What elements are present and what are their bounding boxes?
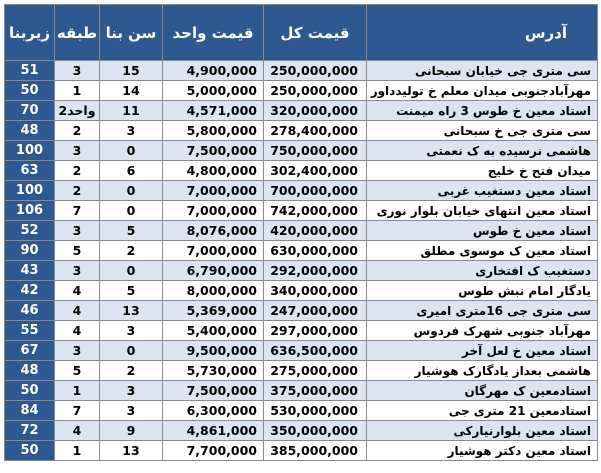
cell-unit-price: 4,861,000 bbox=[163, 421, 264, 441]
header-age: سن بنا bbox=[100, 5, 163, 61]
cell-total-price: 247,000,000 bbox=[264, 301, 367, 321]
cell-age: 13 bbox=[100, 301, 163, 321]
cell-total-price: 350,000,000 bbox=[264, 421, 367, 441]
header-address: آدرس bbox=[367, 5, 598, 61]
cell-total-price: 250,000,000 bbox=[264, 61, 367, 81]
header-total-price: قیمت کل bbox=[264, 5, 367, 61]
table-row bbox=[5, 381, 598, 401]
cell-area: 46 bbox=[5, 301, 55, 321]
cell-age: 0 bbox=[100, 201, 163, 221]
table-row bbox=[5, 201, 598, 221]
cell-address: سی متری جی خ سبحانی bbox=[367, 121, 598, 141]
cell-age: 11 bbox=[100, 101, 163, 121]
cell-address: استاد معین خ طوس 3 راه میمنت bbox=[367, 101, 598, 121]
cell-age: 2 bbox=[100, 361, 163, 381]
cell-area: 67 bbox=[5, 341, 55, 361]
cell-floor: 4 bbox=[55, 281, 100, 301]
listing-container bbox=[4, 4, 597, 469]
cell-unit-price: 7,500,000 bbox=[163, 381, 264, 401]
cell-floor: 4 bbox=[55, 321, 100, 341]
cell-area: 50 bbox=[5, 381, 55, 401]
cell-floor: 3 bbox=[55, 61, 100, 81]
cell-address: سی متری جی خیابان سبحانی bbox=[367, 61, 598, 81]
table-row bbox=[5, 441, 598, 461]
cell-address: مهرآبادجنوبی میدان معلم خ تولیدداور bbox=[367, 81, 598, 101]
cell-floor: 4 bbox=[55, 421, 100, 441]
cell-total-price: 530,000,000 bbox=[264, 401, 367, 421]
cell-age: 3 bbox=[100, 401, 163, 421]
cell-total-price: 320,000,000 bbox=[264, 101, 367, 121]
cell-floor: 2 bbox=[55, 161, 100, 181]
cell-unit-price: 4,900,000 bbox=[163, 61, 264, 81]
cell-address: استاد معین دکتر هوشیار bbox=[367, 441, 598, 461]
cell-floor: 5 bbox=[55, 361, 100, 381]
cell-total-price: 292,000,000 bbox=[264, 261, 367, 281]
cell-floor: 3 bbox=[55, 261, 100, 281]
cell-address: هاشمی نرسیده به ک نعمتی bbox=[367, 141, 598, 161]
cell-area: 48 bbox=[5, 121, 55, 141]
cell-unit-price: 6,300,000 bbox=[163, 401, 264, 421]
cell-address: یادگار امام نبش طوس bbox=[367, 281, 598, 301]
cell-age: 13 bbox=[100, 441, 163, 461]
cell-age: 15 bbox=[100, 61, 163, 81]
cell-unit-price: 5,000,000 bbox=[163, 81, 264, 101]
cell-unit-price: 5,800,000 bbox=[163, 121, 264, 141]
property-listing-table bbox=[4, 4, 598, 461]
cell-age: 0 bbox=[100, 141, 163, 161]
cell-floor: 1 bbox=[55, 81, 100, 101]
table-row bbox=[5, 401, 598, 421]
cell-floor: 1 bbox=[55, 381, 100, 401]
cell-age: 0 bbox=[100, 341, 163, 361]
cell-age: 14 bbox=[100, 81, 163, 101]
cell-area: 50 bbox=[5, 81, 55, 101]
listing-body bbox=[5, 61, 598, 461]
cell-area: 70 bbox=[5, 101, 55, 121]
cell-address: سی متری جی 16متری امیری bbox=[367, 301, 598, 321]
cell-area: 90 bbox=[5, 241, 55, 261]
cell-total-price: 420,000,000 bbox=[264, 221, 367, 241]
cell-address: دستغیب ک افتخاری bbox=[367, 261, 598, 281]
cell-total-price: 340,000,000 bbox=[264, 281, 367, 301]
cell-age: 0 bbox=[100, 181, 163, 201]
cell-address: استاد معین خ طوس bbox=[367, 221, 598, 241]
table-row bbox=[5, 341, 598, 361]
cell-floor: 2واحد bbox=[55, 101, 100, 121]
header-unit-price: قیمت واحد bbox=[163, 5, 264, 61]
cell-total-price: 385,000,000 bbox=[264, 441, 367, 461]
cell-area: 106 bbox=[5, 201, 55, 221]
cell-floor: 7 bbox=[55, 401, 100, 421]
cell-unit-price: 7,000,000 bbox=[163, 181, 264, 201]
cell-floor: 2 bbox=[55, 181, 100, 201]
cell-floor: 3 bbox=[55, 341, 100, 361]
cell-address: مهرآباد جنوبی شهرک فردوس bbox=[367, 321, 598, 341]
table-row bbox=[5, 101, 598, 121]
cell-total-price: 278,400,000 bbox=[264, 121, 367, 141]
cell-unit-price: 9,500,000 bbox=[163, 341, 264, 361]
cell-area: 72 bbox=[5, 421, 55, 441]
cell-floor: 1 bbox=[55, 441, 100, 461]
table-row bbox=[5, 321, 598, 341]
cell-unit-price: 7,000,000 bbox=[163, 241, 264, 261]
cell-area: 100 bbox=[5, 141, 55, 161]
table-row bbox=[5, 301, 598, 321]
cell-address: استاد معین ک موسوی مطلق bbox=[367, 241, 598, 261]
cell-age: 3 bbox=[100, 121, 163, 141]
table-row bbox=[5, 221, 598, 241]
cell-area: 52 bbox=[5, 221, 55, 241]
cell-floor: 2 bbox=[55, 121, 100, 141]
cell-age: 3 bbox=[100, 321, 163, 341]
table-row bbox=[5, 261, 598, 281]
table-row bbox=[5, 121, 598, 141]
cell-age: 5 bbox=[100, 281, 163, 301]
cell-unit-price: 7,700,000 bbox=[163, 441, 264, 461]
cell-unit-price: 6,790,000 bbox=[163, 261, 264, 281]
cell-floor: 3 bbox=[55, 141, 100, 161]
table-row bbox=[5, 61, 598, 81]
cell-age: 9 bbox=[100, 421, 163, 441]
cell-address: استاد معین خ لعل آخر bbox=[367, 341, 598, 361]
cell-address: میدان فتح خ خلیج bbox=[367, 161, 598, 181]
cell-area: 51 bbox=[5, 61, 55, 81]
cell-unit-price: 5,400,000 bbox=[163, 321, 264, 341]
cell-address: استاد معین بلوارنیارکی bbox=[367, 421, 598, 441]
cell-area: 84 bbox=[5, 401, 55, 421]
cell-total-price: 375,000,000 bbox=[264, 381, 367, 401]
cell-unit-price: 5,730,000 bbox=[163, 361, 264, 381]
cell-unit-price: 8,000,000 bbox=[163, 281, 264, 301]
cell-area: 43 bbox=[5, 261, 55, 281]
cell-total-price: 275,000,000 bbox=[264, 361, 367, 381]
cell-floor: 5 bbox=[55, 241, 100, 261]
cell-unit-price: 7,500,000 bbox=[163, 141, 264, 161]
table-row bbox=[5, 361, 598, 381]
table-row bbox=[5, 241, 598, 261]
cell-total-price: 742,000,000 bbox=[264, 201, 367, 221]
cell-unit-price: 4,800,000 bbox=[163, 161, 264, 181]
cell-unit-price: 4,571,000 bbox=[163, 101, 264, 121]
table-row bbox=[5, 181, 598, 201]
cell-total-price: 630,000,000 bbox=[264, 241, 367, 261]
cell-age: 3 bbox=[100, 381, 163, 401]
cell-total-price: 750,000,000 bbox=[264, 141, 367, 161]
cell-age: 2 bbox=[100, 241, 163, 261]
cell-age: 5 bbox=[100, 221, 163, 241]
cell-address: استادمعین 21 متری جی bbox=[367, 401, 598, 421]
cell-area: 63 bbox=[5, 161, 55, 181]
cell-floor: 4 bbox=[55, 301, 100, 321]
cell-area: 100 bbox=[5, 181, 55, 201]
cell-total-price: 302,400,000 bbox=[264, 161, 367, 181]
cell-total-price: 297,000,000 bbox=[264, 321, 367, 341]
cell-address: استاد معین دستغیب غربی bbox=[367, 181, 598, 201]
cell-age: 6 bbox=[100, 161, 163, 181]
cell-total-price: 636,500,000 bbox=[264, 341, 367, 361]
cell-area: 50 bbox=[5, 441, 55, 461]
header-floor: طبقه bbox=[55, 5, 100, 61]
cell-address: استاد معین انتهای خیابان بلوار نوری bbox=[367, 201, 598, 221]
cell-area: 48 bbox=[5, 361, 55, 381]
cell-total-price: 700,000,000 bbox=[264, 181, 367, 201]
cell-floor: 3 bbox=[55, 221, 100, 241]
cell-floor: 7 bbox=[55, 201, 100, 221]
table-row bbox=[5, 161, 598, 181]
cell-unit-price: 5,369,000 bbox=[163, 301, 264, 321]
cell-unit-price: 7,000,000 bbox=[163, 201, 264, 221]
table-row bbox=[5, 281, 598, 301]
header-row bbox=[5, 5, 598, 61]
table-row bbox=[5, 141, 598, 161]
cell-area: 55 bbox=[5, 321, 55, 341]
cell-address: استادمعین ک مهرگان bbox=[367, 381, 598, 401]
cell-unit-price: 8,076,000 bbox=[163, 221, 264, 241]
cell-area: 42 bbox=[5, 281, 55, 301]
table-row bbox=[5, 81, 598, 101]
header-area: زیربنا bbox=[5, 5, 55, 61]
cell-age: 0 bbox=[100, 261, 163, 281]
table-row bbox=[5, 421, 598, 441]
cell-address: هاشمی بعداز یادگارک هوشیار bbox=[367, 361, 598, 381]
cell-total-price: 250,000,000 bbox=[264, 81, 367, 101]
